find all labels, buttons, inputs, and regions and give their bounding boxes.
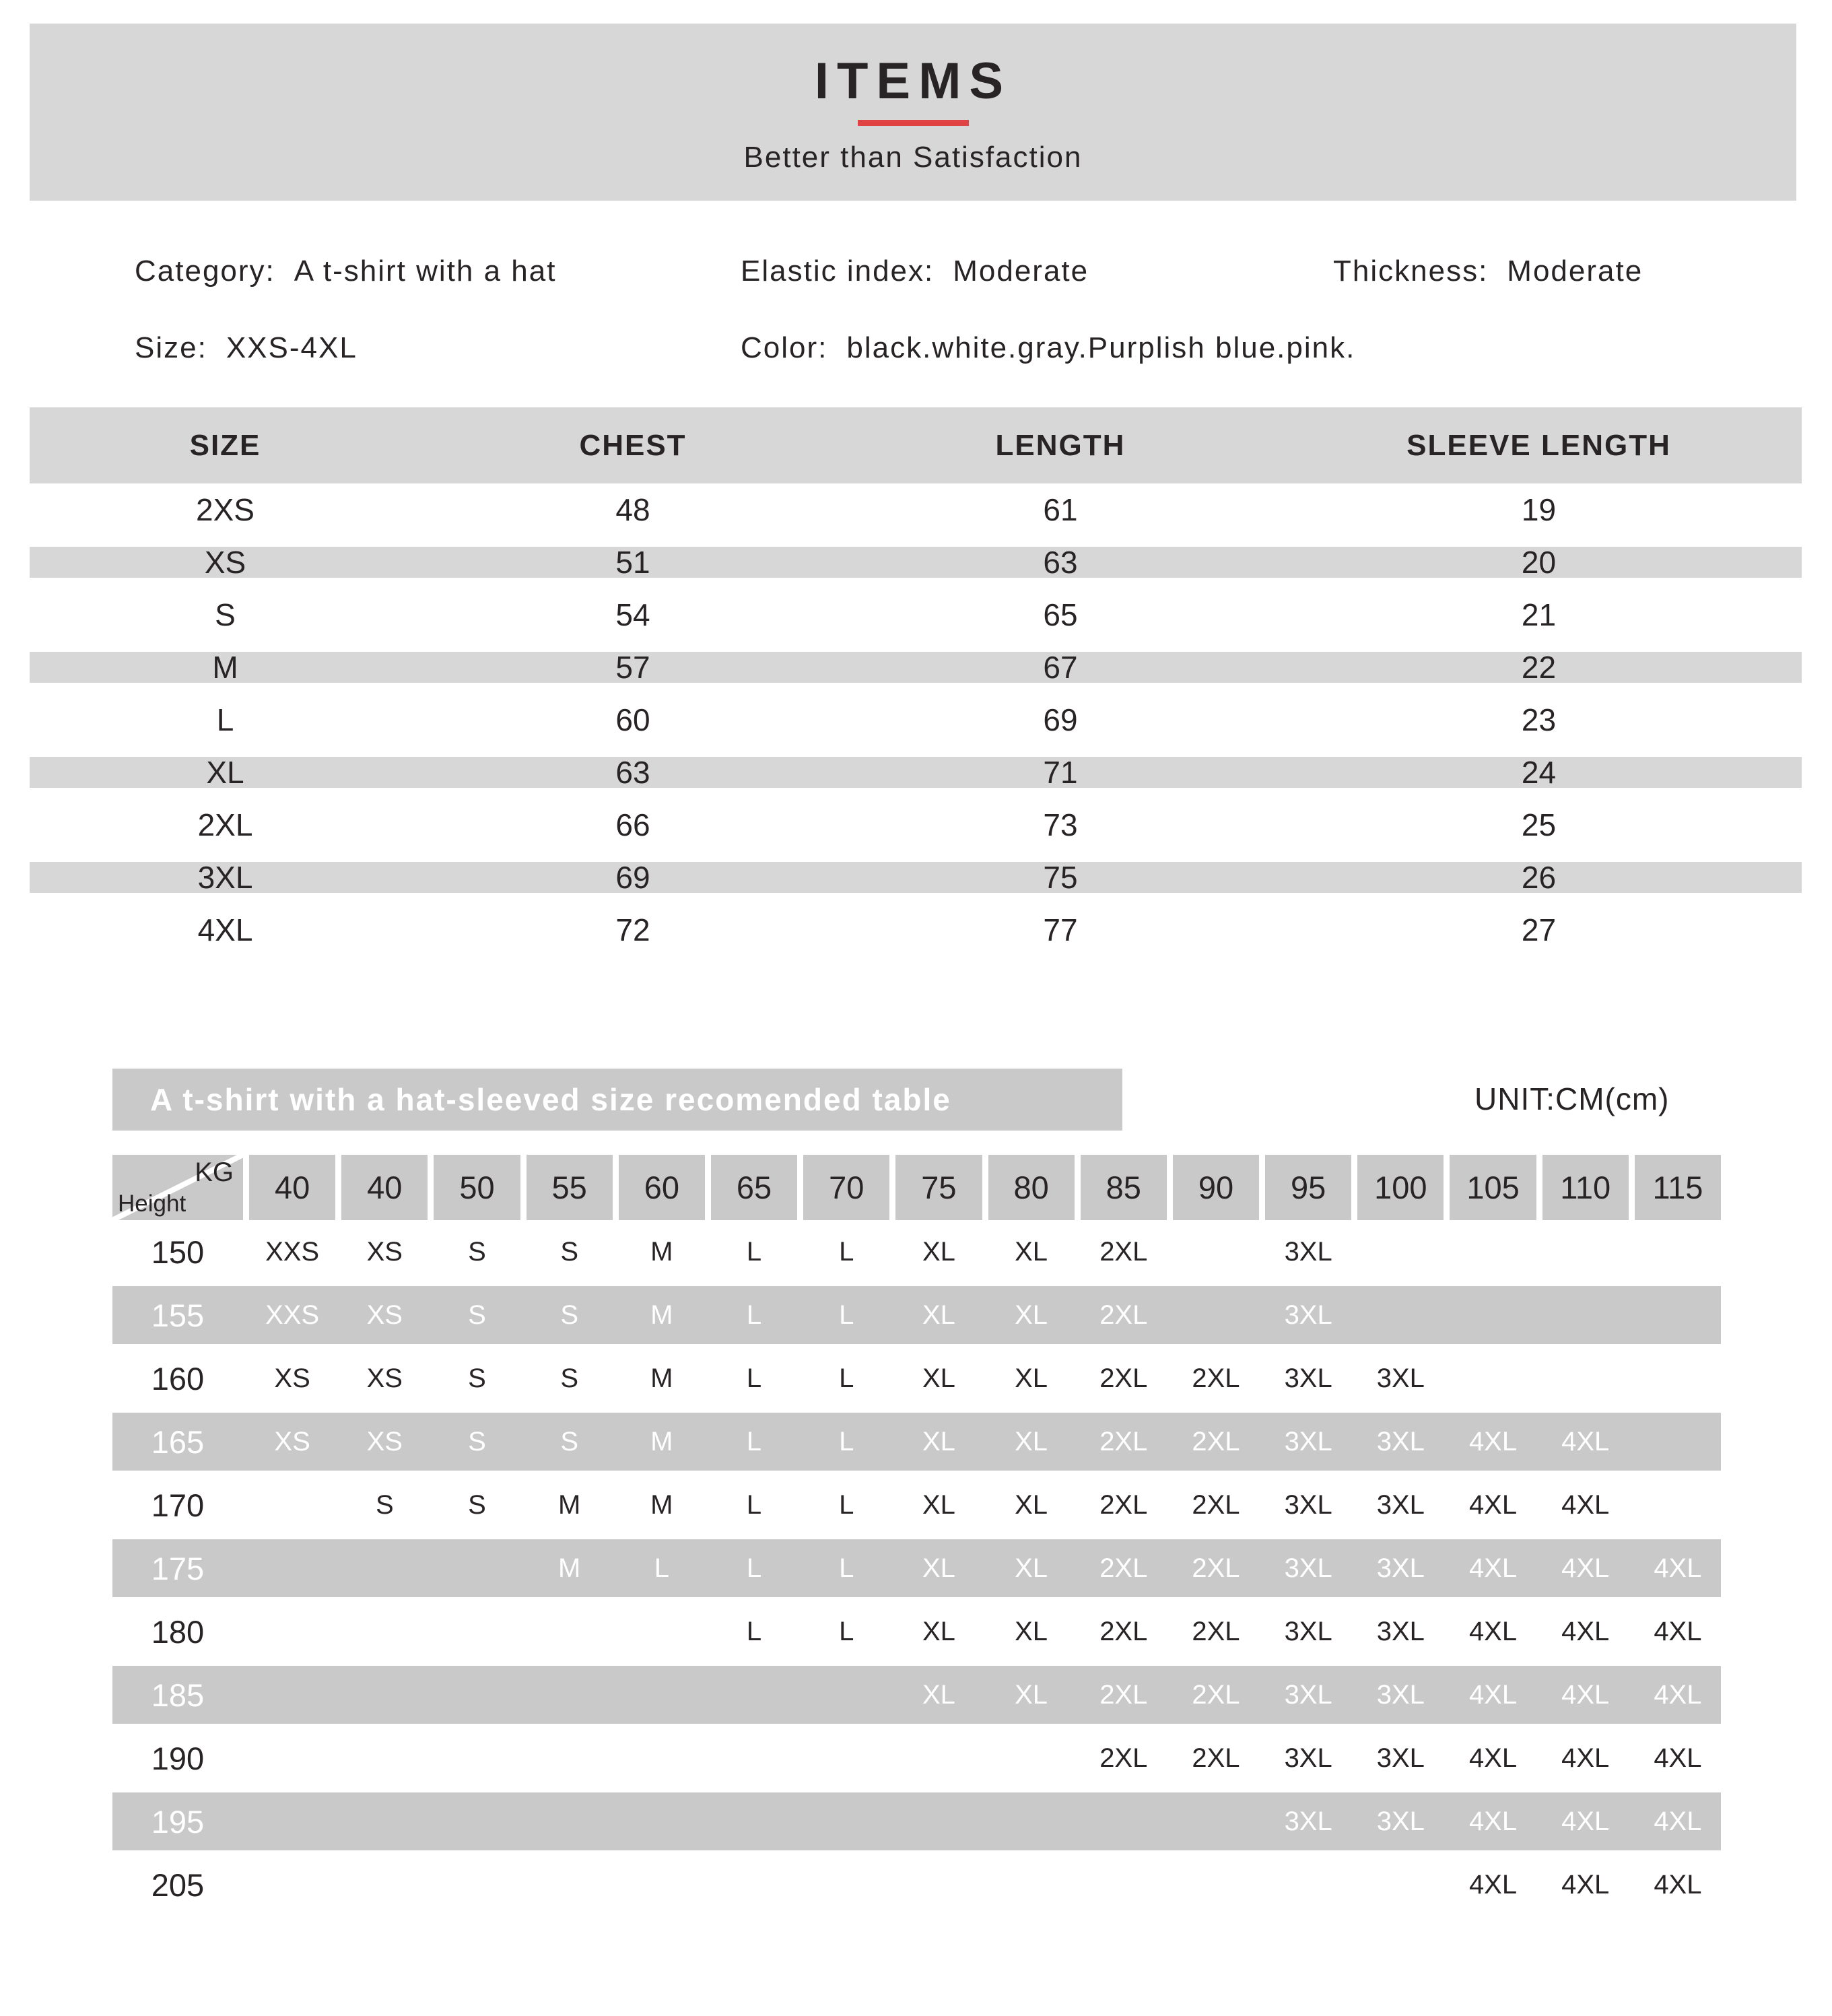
size-table-cell: 60 [615,702,650,737]
size-recommendation-cell: 3XL [1376,1743,1425,1773]
height-label: 165 [151,1423,205,1460]
size-recommendation-cell: XL [1015,1679,1048,1710]
size-recommendation-cell: L [839,1363,854,1393]
size-recommendation-cell: 4XL [1561,1616,1610,1646]
size-column-header: SIZE [189,428,261,462]
height-label: 150 [151,1234,205,1270]
size-recommendation-cell: 4XL [1654,1806,1702,1836]
size-recommendation-cell: M [650,1426,673,1456]
size-recommendation-cell: 4XL [1654,1743,1702,1773]
size-table-cell: 61 [1043,492,1078,527]
height-label: 205 [151,1867,205,1903]
size-recommendation-cell: 3XL [1284,1743,1332,1773]
kg-column-header: 40 [341,1155,428,1220]
size-recommendation-cell: XL [1015,1489,1048,1520]
size-table-cell: 24 [1521,755,1557,790]
size-table-cell: 66 [615,807,650,842]
size-recommendation-cell: XS [366,1426,403,1456]
size-recommendation-cell: XS [366,1236,403,1267]
sleeve-length-column-header: SLEEVE LENGTH [1406,428,1671,462]
size-recommendation-cell: L [746,1300,762,1330]
size-table-cell: S [215,597,236,632]
brand-tagline: Better than Satisfaction [743,141,1083,174]
size-recommendation-cell: L [839,1616,854,1646]
size-recommendation-cell: 3XL [1284,1616,1332,1646]
size-recommendation-cell: XS [366,1300,403,1330]
size-range-info [135,331,358,365]
size-recommendation-cell: 4XL [1468,1426,1518,1456]
size-recommendation-cell: XL [922,1679,955,1710]
height-label: 160 [151,1360,205,1397]
size-recommendation-cell: 4XL [1468,1806,1518,1836]
size-recommendation-cell: 3XL [1376,1616,1425,1646]
kg-column-header: 70 [803,1155,889,1220]
size-recommendation-cell: L [654,1553,669,1583]
recommend-table-row [112,1600,1721,1663]
size-recommendation-cell: L [839,1553,854,1583]
size-recommendation-cell: 3XL [1376,1426,1425,1456]
size-recommendation-cell: S [468,1300,486,1330]
kg-column-header: 115 [1635,1155,1721,1220]
size-recommendation-cell: XS [274,1426,310,1456]
size-table-cell: 67 [1043,650,1078,685]
unit-label: UNIT:CM(cm) [1474,1081,1670,1116]
size-recommendation-cell: 2XL [1192,1553,1240,1583]
size-recommendation-cell: 2XL [1099,1553,1148,1583]
kg-column-header: 110 [1542,1155,1629,1220]
size-recommendation-cell: M [650,1363,673,1393]
size-recommendation-cell: 2XL [1099,1363,1148,1393]
size-table-cell: 57 [615,650,650,685]
height-label: 155 [151,1297,205,1333]
recommend-table-body [112,1220,1721,1916]
size-recommendation-cell: L [746,1363,762,1393]
kg-column-header: 90 [1173,1155,1259,1220]
size-recommendation-cell: L [746,1489,762,1520]
size-table-cell: 4XL [197,912,253,947]
size-recommendation-cell: XL [922,1616,955,1646]
size-recommendation-cell: S [468,1236,486,1267]
size-recommendation-cell: 3XL [1284,1363,1332,1393]
size-recommendation-cell: XS [366,1363,403,1393]
size-recommendation-cell: M [650,1300,673,1330]
size-recommendation-cell: 4XL [1561,1869,1610,1900]
size-recommendation-cell: S [560,1236,578,1267]
size-recommendation-cell: 3XL [1284,1426,1332,1456]
size-recommendation-cell: 3XL [1376,1806,1425,1836]
kg-column-header: 105 [1450,1155,1536,1220]
size-table-cell: 25 [1521,807,1557,842]
size-recommendation-cell: 2XL [1099,1426,1148,1456]
recommend-table-title: A t-shirt with a hat-sleeved size recomended table [112,1069,1122,1131]
size-table-cell: 21 [1521,597,1557,632]
size-recommendation-cell: 2XL [1192,1363,1240,1393]
kg-column-header: 60 [619,1155,705,1220]
height-label: 175 [151,1550,205,1586]
size-recommendation-cell: XL [1015,1300,1048,1330]
size-recommendation-cell: XL [1015,1426,1048,1456]
size-recommendation-cell: 4XL [1561,1489,1610,1520]
size-recommendation-cell: 2XL [1099,1679,1148,1710]
size-recommendation-cell: 4XL [1561,1806,1610,1836]
size-recommendation-cell: 4XL [1654,1553,1702,1583]
size-recommendation-cell: 4XL [1468,1743,1518,1773]
size-recommendation-cell: M [650,1236,673,1267]
size-recommendation-cell: XL [922,1300,955,1330]
size-table-row [30,641,1802,694]
size-recommendation-cell: 4XL [1561,1679,1610,1710]
size-table-row [30,746,1802,799]
size-recommendation-cell: S [560,1363,578,1393]
size-recommendation-cell: 4XL [1654,1869,1702,1900]
size-table-header-row [30,407,1802,483]
size-recommendation-cell: M [650,1489,673,1520]
recommend-table-row [112,1853,1721,1916]
category-info [135,255,556,288]
category-value: A t-shirt with a hat [294,255,557,288]
corner-height-label: Height [118,1190,186,1217]
brand-banner [30,24,1796,201]
size-table-cell: 27 [1521,912,1557,947]
size-table-row [30,536,1802,589]
size-recommendation-cell: L [839,1426,854,1456]
kg-column-header: 95 [1265,1155,1351,1220]
size-recommendation-cell: 3XL [1376,1679,1425,1710]
corner-kg-label: KG [195,1157,234,1187]
recommend-table-row [112,1790,1721,1853]
size-table-cell: 69 [1043,702,1078,737]
chest-column-header: CHEST [579,428,687,462]
size-recommendation-cell: 3XL [1284,1806,1332,1836]
size-table-cell: 72 [615,912,650,947]
size-recommendation-cell: 2XL [1192,1489,1240,1520]
recommend-table-row [112,1473,1721,1537]
size-table-cell: 73 [1043,807,1078,842]
size-table-cell: M [212,650,238,685]
size-table-row [30,483,1802,536]
size-table-cell: L [216,702,234,737]
thickness-value: Moderate [1507,255,1643,288]
kg-column-header: 85 [1081,1155,1167,1220]
size-recommendation-cell: S [468,1489,486,1520]
size-table-cell: XS [204,545,246,580]
size-recommendation-cell: 3XL [1284,1489,1332,1520]
size-recommendation-cell: 2XL [1099,1489,1148,1520]
size-table-row [30,851,1802,904]
size-recommendation-cell: S [468,1363,486,1393]
kg-column-header: 65 [711,1155,797,1220]
brand-title: ITEMS [814,53,1012,110]
size-recommendation-cell: 2XL [1099,1236,1148,1267]
recommend-table-row [112,1410,1721,1473]
size-recommendation-cell: 2XL [1099,1616,1148,1646]
size-recommendation-cell: M [557,1553,581,1583]
size-recommendation-cell: 3XL [1284,1553,1332,1583]
size-range-label: Size: [135,331,207,364]
size-recommendation-cell: XL [1015,1363,1048,1393]
size-recommendation-cell: 4XL [1561,1426,1610,1456]
height-label: 180 [151,1613,205,1650]
size-table-cell: XL [206,755,244,790]
size-recommendation-cell: 4XL [1468,1553,1518,1583]
size-recommendation-cell: 3XL [1376,1553,1425,1583]
height-label: 195 [151,1803,205,1840]
size-recommendation-cell: 3XL [1284,1679,1332,1710]
size-recommendation-cell: 2XL [1192,1679,1240,1710]
kg-column-header: 100 [1357,1155,1444,1220]
size-recommendation-cell: S [560,1300,578,1330]
size-recommendation-cell: L [746,1553,762,1583]
size-recommendation-cell: L [746,1426,762,1456]
size-recommendation-cell: 2XL [1192,1616,1240,1646]
size-table-row [30,904,1802,956]
height-label: 190 [151,1740,205,1776]
size-recommendation-cell: XL [922,1236,955,1267]
size-recommendation-cell: M [557,1489,581,1520]
category-label: Category: [135,255,275,288]
size-table-cell: 26 [1521,860,1557,895]
size-recommendation-cell: XS [274,1363,310,1393]
kg-column-header: 50 [434,1155,520,1220]
size-recommendation-cell: XL [922,1426,955,1456]
color-options-info [741,331,1355,365]
recommend-table-row [112,1220,1721,1283]
elastic-index-label: Elastic index: [741,255,935,288]
size-table-cell: 63 [615,755,650,790]
size-table-cell: 48 [615,492,650,527]
size-recommendation-cell: L [746,1236,762,1267]
elastic-index-value: Moderate [953,255,1089,288]
size-table-cell: 77 [1043,912,1078,947]
size-table-body [30,483,1802,956]
size-recommendation-cell: 2XL [1099,1743,1148,1773]
kg-height-corner-cell [112,1155,243,1220]
size-table-row [30,694,1802,746]
size-recommendation-cell: XL [1015,1236,1048,1267]
size-table-cell: 2XL [197,807,253,842]
color-options-label: Color: [741,331,828,364]
size-recommendation-cell: XXS [265,1300,320,1330]
size-recommendation-cell: 3XL [1284,1236,1332,1267]
size-table-cell: 75 [1043,860,1078,895]
size-recommendation-cell: 4XL [1468,1869,1518,1900]
kg-column-header: 40 [249,1155,335,1220]
kg-column-header: 80 [988,1155,1075,1220]
size-recommendation-cell: 2XL [1192,1426,1240,1456]
size-table-row [30,799,1802,851]
size-recommendation-cell: 4XL [1468,1616,1518,1646]
size-table-cell: 23 [1521,702,1557,737]
size-recommendation-cell: XL [1015,1553,1048,1583]
recommend-table-row [112,1663,1721,1726]
height-label: 170 [151,1487,205,1523]
size-recommendation-cell: XXS [265,1236,320,1267]
color-options-value: black.white.gray.Purplish blue.pink. [846,331,1356,364]
size-table-cell: 2XS [196,492,255,527]
size-table-cell: 51 [615,545,650,580]
size-range-value: XXS-4XL [226,331,358,364]
height-label: 185 [151,1677,205,1713]
size-table-cell: 3XL [197,860,253,895]
size-recommendation-cell: 4XL [1654,1616,1702,1646]
recommend-table-row [112,1283,1721,1347]
size-table-cell: 71 [1043,755,1078,790]
size-recommendation-cell: 3XL [1376,1489,1425,1520]
size-recommendation-cell: L [839,1300,854,1330]
recommend-table-row [112,1537,1721,1600]
size-recommendation-cell: XL [922,1489,955,1520]
size-recommendation-cell: 2XL [1192,1743,1240,1773]
size-recommendation-cell: 4XL [1561,1743,1610,1773]
size-table-cell: 20 [1521,545,1557,580]
kg-column-header: 75 [895,1155,982,1220]
thickness-info [1333,255,1643,288]
size-table-row [30,589,1802,641]
brand-underline [858,120,969,126]
size-table-cell: 65 [1043,597,1078,632]
size-recommendation-cell: XL [922,1363,955,1393]
size-table-cell: 63 [1043,545,1078,580]
size-recommendation-cell: 2XL [1099,1300,1148,1330]
size-recommendation-cell: S [560,1426,578,1456]
size-recommendation-cell: 3XL [1284,1300,1332,1330]
size-table-cell: 69 [615,860,650,895]
kg-column-header: 55 [527,1155,613,1220]
recommend-table-row [112,1347,1721,1410]
size-recommendation-cell: 4XL [1654,1679,1702,1710]
size-recommendation-cell: L [839,1236,854,1267]
size-recommendation-cell: L [746,1616,762,1646]
size-recommendation-cell: 4XL [1468,1489,1518,1520]
size-recommendation-cell: S [468,1426,486,1456]
size-recommendation-cell: 4XL [1561,1553,1610,1583]
size-recommendation-cell: 3XL [1376,1363,1425,1393]
recommend-table-row [112,1726,1721,1790]
size-recommendation-cell: XL [922,1553,955,1583]
recommend-table-header-row [112,1155,1721,1220]
size-recommendation-cell: 4XL [1468,1679,1518,1710]
elastic-index-info [741,255,1089,288]
size-table-cell: 19 [1521,492,1557,527]
size-table-cell: 54 [615,597,650,632]
size-table-cell: 22 [1521,650,1557,685]
size-recommendation-cell: L [839,1489,854,1520]
size-recommendation-cell: XL [1015,1616,1048,1646]
size-recommendation-cell: S [375,1489,394,1520]
recommend-table [112,1155,1721,1916]
size-table [30,407,1802,956]
length-column-header: LENGTH [995,428,1126,462]
thickness-label: Thickness: [1333,255,1489,288]
